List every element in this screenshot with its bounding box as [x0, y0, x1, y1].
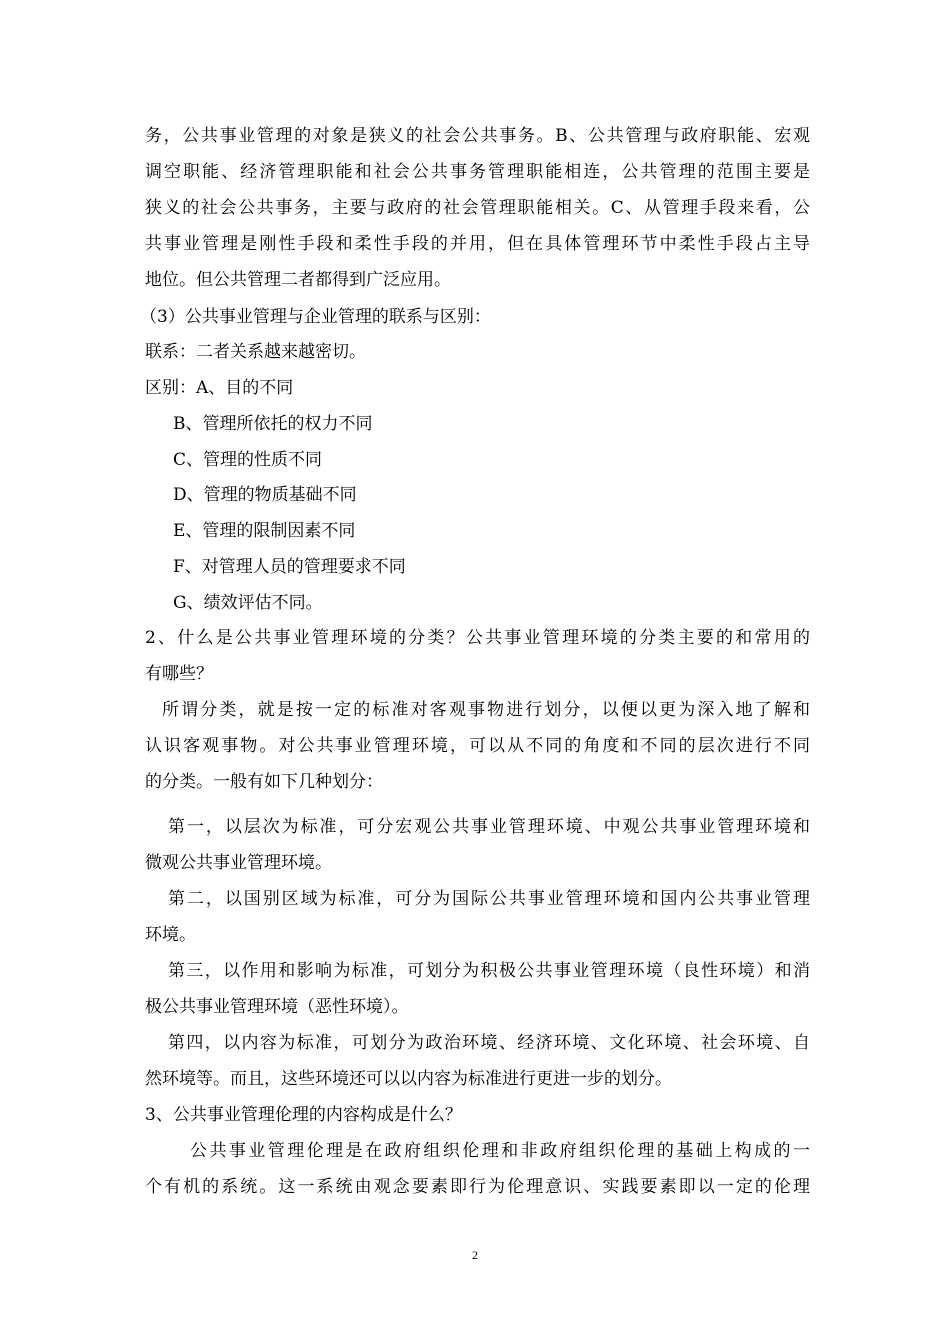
list-item: G、绩效评估不同。: [173, 593, 323, 613]
section-heading: （3）公共事业管理与企业管理的联系与区别：: [140, 307, 491, 327]
text-line: 务，公共事业管理的对象是狭义的社会公共事务。B、公共管理与政府职能、宏观: [145, 126, 810, 146]
text-line: 的分类。一般有如下几种划分：: [145, 772, 383, 792]
text-line: 第二，以国别区域为标准，可分为国际公共事业管理环境和国内公共事业管理: [168, 889, 810, 909]
text-line: 极公共事业管理环境（恶性环境）。: [145, 997, 409, 1017]
text-line: 共事业管理是刚性手段和柔性手段的并用，但在具体管理环节中柔性手段占主导: [145, 234, 810, 254]
page-number: 2: [472, 1248, 478, 1262]
list-item: C、管理的性质不同: [173, 450, 323, 470]
text-line: 个有机的系统。这一系统由观念要素即行为伦理意识、实践要素即以一定的伦理: [145, 1177, 810, 1197]
list-item: D、管理的物质基础不同: [173, 485, 357, 505]
list-item: B、管理所依托的权力不同: [173, 414, 373, 434]
question-heading: 2、什么是公共事业管理环境的分类？公共事业管理环境的分类主要的和常用的: [145, 628, 810, 648]
text-line: 第一，以层次为标准，可分宏观公共事业管理环境、中观公共事业管理环境和: [168, 817, 810, 837]
text-line: 调空职能、经济管理职能和社会公共事务管理职能相连，公共管理的范围主要是: [145, 162, 810, 182]
question-heading: 3、公共事业管理伦理的内容构成是什么？: [145, 1105, 462, 1125]
question-heading: 有哪些？: [145, 664, 213, 684]
text-line: 认识客观事物。对公共事业管理环境，可以从不同的角度和不同的层次进行不同: [145, 736, 810, 756]
text-line: 所谓分类，就是按一定的标准对客观事物进行划分，以便以更为深入地了解和: [162, 700, 810, 720]
list-item: F、对管理人员的管理要求不同: [173, 557, 406, 577]
text-line: 公共事业管理伦理是在政府组织伦理和非政府组织伦理的基础上构成的一: [190, 1141, 810, 1161]
text-line: 然环境等。而且，这些环境还可以以内容为标准进行更进一步的划分。: [145, 1069, 672, 1089]
text-line: 第三，以作用和影响为标准，可划分为积极公共事业管理环境（良性环境）和消: [168, 961, 810, 981]
text-line: 联系：二者关系越来越密切。: [145, 342, 366, 362]
list-item: E、管理的限制因素不同: [173, 521, 356, 541]
text-line: 第四，以内容为标准，可划分为政治环境、经济环境、文化环境、社会环境、自: [168, 1033, 810, 1053]
text-line: 狭义的社会公共事务，主要与政府的社会管理职能相关。C、从管理手段来看，公: [145, 198, 810, 218]
list-item: 区别：A、目的不同: [145, 378, 294, 398]
text-line: 环境。: [145, 925, 196, 945]
text-line: 微观公共事业管理环境。: [145, 853, 332, 873]
text-line: 地位。但公共管理二者都得到广泛应用。: [145, 270, 451, 290]
